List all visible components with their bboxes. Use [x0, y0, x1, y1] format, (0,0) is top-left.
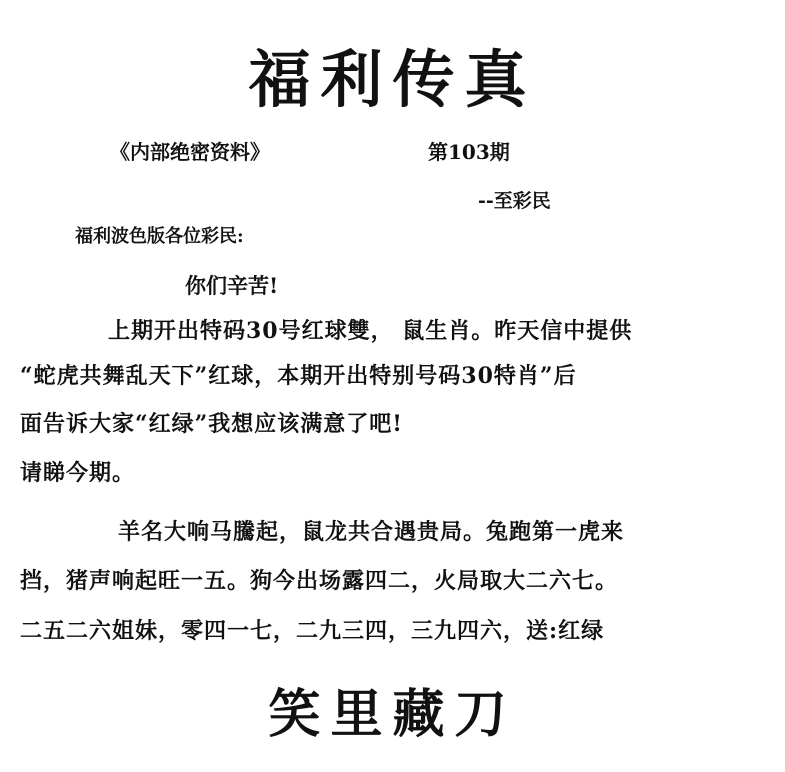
greeting: 福利波色版各位彩民:	[75, 226, 244, 247]
body-line-6: 挡，猪声响起旺一五。狗今出场露四二，火局取大二六七。	[20, 568, 619, 594]
body-line-3: 面告诉大家“红绿”我想应该满意了吧!	[20, 411, 403, 437]
body-line-2: “蛇虎共舞乱天下”红球，本期开出特别号码30特肖”后	[20, 363, 577, 389]
author-line: --至彩民	[478, 190, 551, 212]
body-line-5: 羊名大响马騰起，鼠龙共合遇贵局。兔跑第一虎来	[118, 519, 625, 545]
page-title: 福利传真	[248, 43, 537, 116]
closing-phrase: 笑里藏刀	[268, 684, 517, 745]
body-line-1: 上期开出特码30号红球雙， 鼠生肖。昨天信中提供	[108, 318, 633, 344]
body-line-4: 请睇今期。	[20, 460, 136, 486]
document-subtitle: 《内部绝密资料》	[110, 140, 270, 164]
body-line-7: 二五二六姐妹，零四一七，二九三四，三九四六，送:红绿	[20, 618, 605, 644]
salutation: 你们辛苦!	[185, 273, 279, 298]
issue-number: 第103期	[428, 140, 510, 164]
